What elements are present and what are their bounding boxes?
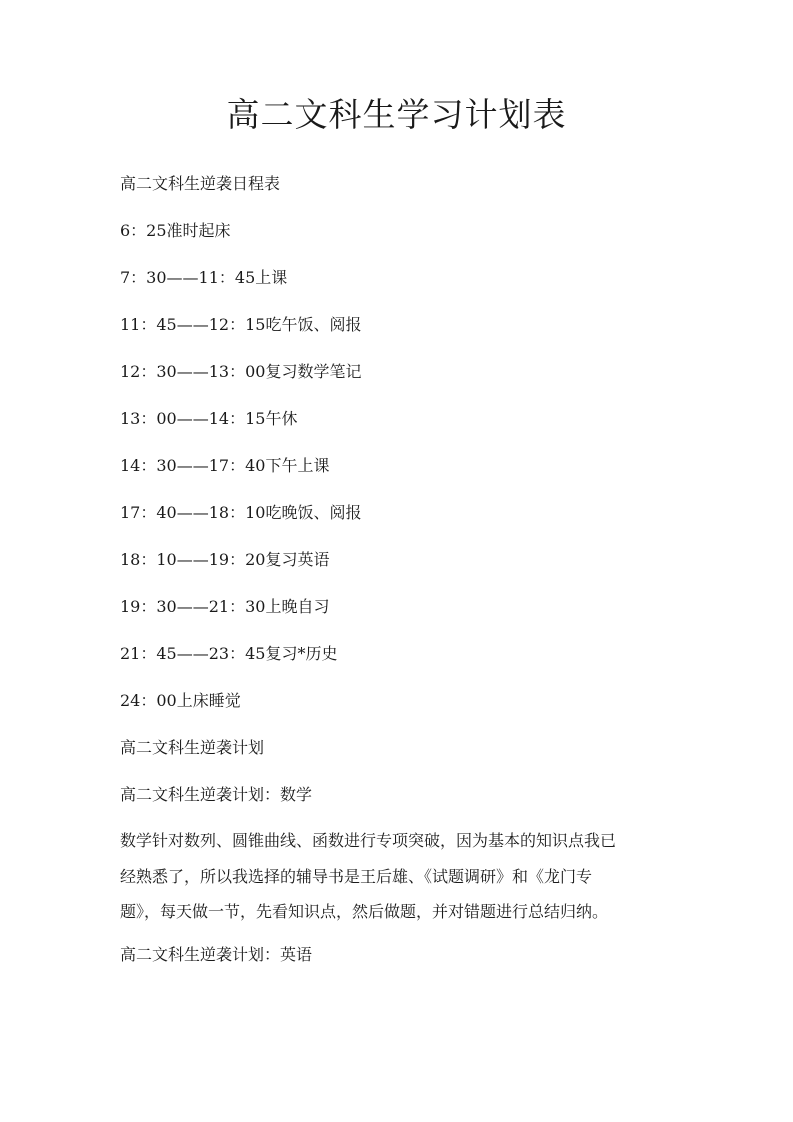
schedule-item: 13：00——14：15午休 [120,409,298,428]
schedule-item: 24：00上床睡觉 [120,691,241,710]
schedule-item: 11：45——12：15吃午饭、阅报 [120,315,362,334]
page-title: 高二文科生学习计划表 [226,95,567,134]
schedule-heading: 高二文科生逆袭日程表 [120,174,281,193]
math-paragraph-line: 经熟悉了，所以我选择的辅导书是王后雄、《试题调研》和《龙门专 [120,867,593,886]
schedule-item: 14：30——17：40下午上课 [120,456,330,475]
plan-heading: 高二文科生逆袭计划 [120,738,265,757]
schedule-item: 6：25准时起床 [120,221,231,240]
schedule-item: 19：30——21：30上晚自习 [120,597,330,616]
schedule-item: 21：45——23：45复习*历史 [120,644,338,663]
math-paragraph-line: 题》，每天做一节，先看知识点，然后做题，并对错题进行总结归纳。 [120,902,609,921]
math-heading: 高二文科生逆袭计划：数学 [120,785,313,804]
schedule-item: 18：10——19：20复习英语 [120,550,330,569]
schedule-item: 7：30——11：45上课 [120,268,288,287]
math-paragraph-line: 数学针对数列、圆锥曲线、函数进行专项突破，因为基本的知识点我已 [120,831,617,850]
schedule-item: 12：30——13：00复习数学笔记 [120,362,362,381]
schedule-item: 17：40——18：10吃晚饭、阅报 [120,503,362,522]
english-heading: 高二文科生逆袭计划：英语 [120,945,313,964]
